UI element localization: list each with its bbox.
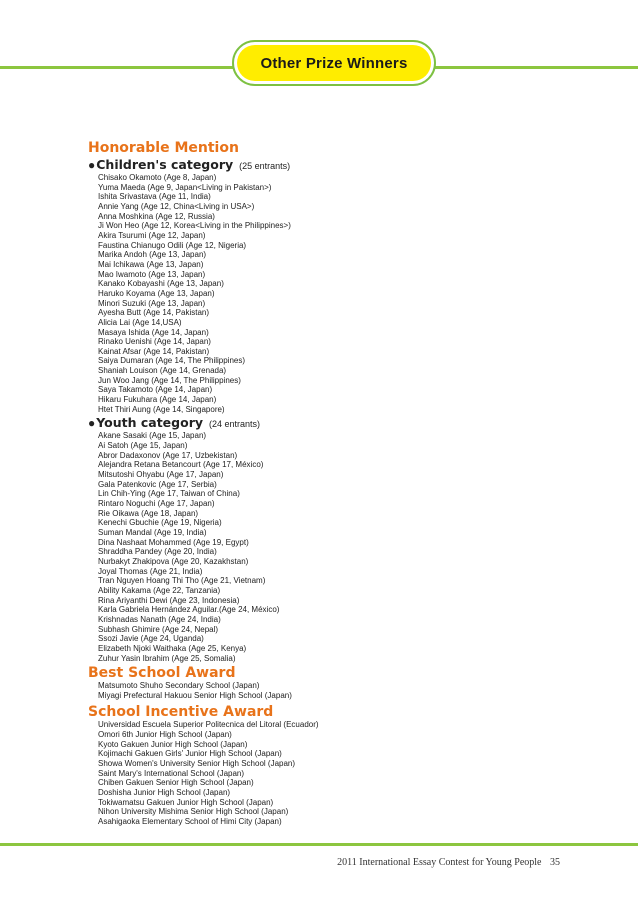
list-item: Chisako Okamoto (Age 8, Japan) bbox=[98, 173, 217, 182]
list-item: Mitsutoshi Ohyabu (Age 17, Japan) bbox=[98, 470, 224, 480]
list-item: Kojimachi Gakuen Girls' Junior High School (Japan) bbox=[98, 749, 282, 759]
incentive-entries bbox=[88, 720, 558, 826]
youth-entries bbox=[88, 431, 558, 663]
school-incentive-heading: School Incentive Award bbox=[88, 704, 274, 721]
list-item: Shraddha Pandey (Age 20, India) bbox=[98, 547, 217, 557]
best-school-heading: Best School Award bbox=[88, 665, 236, 682]
list-item: Kyoto Gakuen Junior High School (Japan) bbox=[98, 739, 248, 749]
list-item: Shaniah Louison (Age 14, Grenada) bbox=[98, 366, 227, 376]
list-item: Lin Chih-Ying (Age 17, Taiwan of China) bbox=[98, 489, 240, 499]
entrant-count: (25 entrants) bbox=[239, 161, 291, 171]
list-item: Abror Dadaxonov (Age 17, Uzbekistan) bbox=[98, 450, 238, 460]
list-item: Rie Oikawa (Age 18, Japan) bbox=[98, 508, 199, 518]
list-item: Kainat Afsar (Age 14, Pakistan) bbox=[98, 346, 210, 356]
list-item: Subhash Ghimire (Age 24, Nepal) bbox=[98, 624, 219, 634]
list-item: Tran Nguyen Hoang Thi Tho (Age 21, Vietnam) bbox=[98, 576, 266, 586]
list-item: Asahigaoka Elementary School of Himi City (Japan) bbox=[98, 817, 282, 827]
list-item: Suman Mandal (Age 19, India) bbox=[98, 527, 207, 537]
bottom-divider bbox=[0, 843, 638, 846]
list-item: Mao Iwamoto (Age 13, Japan) bbox=[98, 269, 206, 279]
list-item: Akane Sasaki (Age 15, Japan) bbox=[98, 431, 207, 441]
prize-list bbox=[88, 140, 558, 827]
list-item: Yuma Maeda (Age 9, Japan<Living in Pakistan>) bbox=[98, 182, 272, 192]
bullet-icon: ● bbox=[88, 158, 96, 172]
list-item: Nihon University Mishima Senior High School (Japan) bbox=[98, 807, 289, 817]
entrant-count: (24 entrants) bbox=[209, 419, 261, 430]
list-item: Saiya Dumaran (Age 14, The Philippines) bbox=[98, 356, 246, 366]
list-item: Dina Nashaat Mohammed (Age 19, Egypt) bbox=[98, 537, 249, 547]
list-item: Annie Yang (Age 12, China<Living in USA>) bbox=[98, 201, 255, 211]
list-item: Minori Suzuki (Age 13, Japan) bbox=[98, 298, 206, 308]
youth-category-header bbox=[88, 416, 558, 431]
list-item: Omori 6th Junior High School (Japan) bbox=[98, 730, 232, 740]
list-item: Kenechi Gbuchie (Age 19, Nigeria) bbox=[98, 518, 222, 528]
bullet-icon: ● bbox=[88, 416, 96, 431]
list-item: Karla Gabriela Hernández Aguilar.(Age 24, México) bbox=[98, 605, 280, 615]
list-item: Haruko Koyama (Age 13, Japan) bbox=[98, 288, 215, 298]
list-item: Htet Thiri Aung (Age 14, Singapore) bbox=[98, 404, 225, 414]
list-item: Nurbakyt Zhakipova (Age 20, Kazakhstan) bbox=[98, 556, 249, 566]
children-category-header bbox=[88, 158, 558, 173]
category-name: Youth category bbox=[96, 415, 204, 431]
list-item: Ssozi Javie (Age 24, Uganda) bbox=[98, 634, 204, 644]
list-item: Ability Kakama (Age 22, Tanzania) bbox=[98, 585, 221, 595]
page-number: 35 bbox=[550, 857, 560, 868]
list-item: Matsumoto Shuho Secondary School (Japan) bbox=[98, 681, 260, 691]
list-item: Elizabeth Njoki Waithaka (Age 25, Kenya) bbox=[98, 643, 247, 653]
list-item: Hikaru Fukuhara (Age 14, Japan) bbox=[98, 395, 217, 405]
page-footer bbox=[337, 857, 560, 868]
list-item: Faustina Chianugo Odili (Age 12, Nigeria) bbox=[98, 240, 247, 250]
list-item: Ayesha Butt (Age 14, Pakistan) bbox=[98, 308, 210, 318]
list-item: Alejandra Retana Betancourt (Age 17, México) bbox=[98, 460, 264, 470]
list-item: Ji Won Heo (Age 12, Korea<Living in the Philippines>) bbox=[98, 221, 291, 231]
best-school-entries bbox=[88, 681, 558, 700]
list-item: Anna Moshkina (Age 12, Russia) bbox=[98, 211, 215, 221]
list-item: Showa Women's University Senior High School (Japan) bbox=[98, 759, 296, 769]
list-item: Akira Tsurumi (Age 12, Japan) bbox=[98, 230, 206, 240]
list-item: Masaya Ishida (Age 14, Japan) bbox=[98, 327, 209, 337]
list-item: Joyal Thomas (Age 21, India) bbox=[98, 566, 203, 576]
list-item: Universidad Escuela Superior Politecnica del Litoral (Ecuador) bbox=[98, 720, 319, 730]
list-item: Miyagi Prefectural Hakuou Senior High School (Japan) bbox=[98, 690, 292, 700]
list-item: Jun Woo Jang (Age 14, The Philippines) bbox=[98, 375, 241, 385]
list-item: Ishita Srivastava (Age 11, India) bbox=[98, 192, 211, 202]
list-item: Mai Ichikawa (Age 13, Japan) bbox=[98, 259, 204, 269]
list-item: Krishnadas Nanath (Age 24, India) bbox=[98, 614, 221, 624]
list-item: Saint Mary's International School (Japan) bbox=[98, 768, 245, 778]
list-item: Kanako Kobayashi (Age 13, Japan) bbox=[98, 279, 224, 289]
list-item: Saya Takamoto (Age 14, Japan) bbox=[98, 385, 213, 395]
category-name: Children's category bbox=[96, 157, 234, 172]
list-item: Tokiwamatsu Gakuen Junior High School (Japan) bbox=[98, 797, 274, 807]
honorable-mention-heading: Honorable Mention bbox=[88, 140, 239, 156]
list-item: Chiben Gakuen Senior High School (Japan) bbox=[98, 778, 254, 788]
list-item: Alicia Lai (Age 14,USA) bbox=[98, 317, 182, 327]
children-entries bbox=[88, 173, 558, 414]
list-item: Rina Ariyanthi Dewi (Age 23, Indonesia) bbox=[98, 595, 240, 605]
list-item: Doshisha Junior High School (Japan) bbox=[98, 788, 231, 798]
list-item: Zuhur Yasin Ibrahim (Age 25, Somalia) bbox=[98, 653, 236, 663]
title-banner bbox=[232, 40, 436, 86]
publication-title: 2011 International Essay Contest for Young People bbox=[337, 857, 542, 868]
list-item: Marika Andoh (Age 13, Japan) bbox=[98, 250, 207, 260]
list-item: Ai Satoh (Age 15, Japan) bbox=[98, 441, 188, 451]
banner-title: Other Prize Winners bbox=[237, 45, 431, 81]
list-item: Gala Patenkovic (Age 17, Serbia) bbox=[98, 479, 217, 489]
list-item: Rintaro Noguchi (Age 17, Japan) bbox=[98, 499, 215, 508]
list-item: Rinako Uenishi (Age 14, Japan) bbox=[98, 337, 211, 347]
